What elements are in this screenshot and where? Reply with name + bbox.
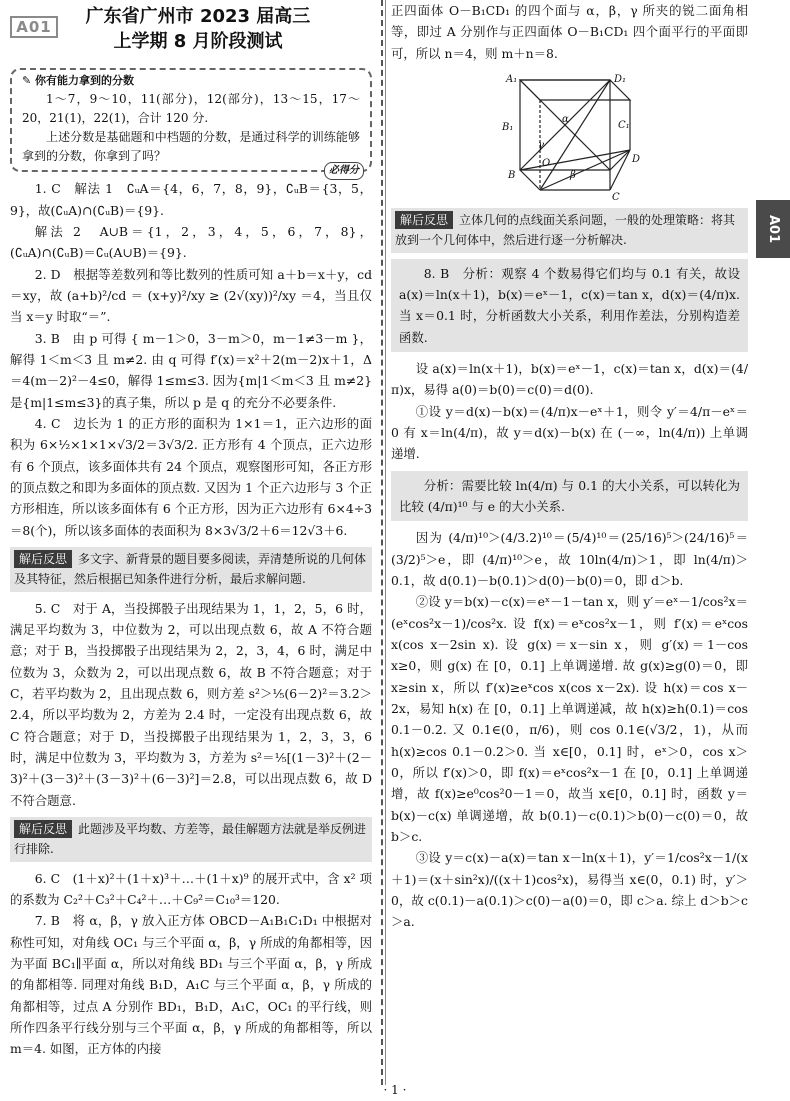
label-B: B [507, 169, 515, 181]
reflection-box-1 [10, 547, 372, 592]
label-D1: D₁ [613, 73, 626, 85]
answer-q7-continued: 正四面体 O－B₁CD₁ 的四个面与 α，β，γ 所夹的锐二面角相等，即过 A 分别作与正四面体 O－B₁CD₁ 四个面平行的平面即可，所以 n＝4，则 m＋n＝8. [391, 3, 748, 61]
reflection-tag: 解后反思 [14, 820, 72, 838]
answer-q4: 4. C 边长为 1 的正方形的面积为 1×1＝1，正六边形的面积为 6×½×1×1×√3/2＝3√3/2. 正方形有 4 个顶点，正六边形有 6 个顶点，该多面体共有 24 个顶点，观察图形可知，各正方形的顶点数之和即为多面体的顶点数. 又因为 1 个正六边形与 3 个正方形相连，所以该多面体有 6 个正方形，因为正六边形有 6×4÷3＝8(个)，所以该多面体的表面积为 8×3√3/2＋6＝12√3＋6. [10, 415, 372, 538]
reflection-text: 此题涉及平均数、方差等，最佳解题方法就是举反例进行排除. [14, 821, 367, 857]
label-D: D [631, 153, 640, 165]
label-A1: A₁ [505, 73, 517, 85]
reflection-box-3 [391, 208, 748, 253]
reflection-tag: 解后反思 [395, 211, 453, 229]
right-column [391, 0, 748, 933]
answer-q5: 5. C 对于 A，当投掷骰子出现结果为 1，1，2，5，6 时，满足平均数为 3，中位数为 2，可以出现点数 6，故 A 不符合题意；对于 B，当投掷骰子出现结果为 2，2，3，4，6 时，满足中位数为 3，众数为 2，可以出现点数 6，故 B 不符合题意；对于 C，若平均数为 2，且出现点数 6，则方差 s²＞⅕(6－2)²＝3.2＞2.4，所以平均数为 2，方差为 2.4 时，一定没有出现点数 6，故 C 符合题意；对于 D，当投掷骰子出现结果为 1，2，3，3，6 时，满足中位数为 3，平均数为 3，方差为 s²＝⅕[(1－3)²＋(2－3)²＋(3－3)²＋(3－3)²＋(6－3)²]＝2.8，可以出现点数 6，故 D 不符合题意. [10, 600, 372, 808]
answer-q1-method2: 解法 2 A∪B＝{1，2，3，4，5，6，7，8}，(∁ᵤA)∩(∁ᵤB)＝∁ᵤ(A∪B)＝{9}. [10, 224, 372, 261]
score-box [10, 68, 372, 177]
answer-q8-part3: 因为 (4/π)¹⁰＞(4/3.2)¹⁰＝(5/4)¹⁰＝(25/16)⁵＞(24/16)⁵＝(3/2)⁵＞e，即 (4/π)¹⁰＞e，故 10ln(4/π)＞1，即 ln(4/π)＞0.1，故 d(0.1)－b(0.1)＞d(0)－b(0)＝0，即 d＞b. [391, 530, 748, 589]
title-line-2: 上学期 8 月阶段测试 [113, 31, 283, 52]
reflection-text: 立体几何的点线面关系问题，一般的处理策略：将其放到一个几何体中，然后进行逐一分析解决. [395, 212, 736, 248]
cube-figure [500, 70, 640, 200]
reflection-box-2 [10, 817, 372, 862]
score-box-title: ✎ 你有能力拿到的分数 [22, 72, 360, 90]
answer-q7: 7. B 将 α，β，γ 放入正方体 OBCD－A₁B₁C₁D₁ 中根据对称性可知，对角线 OC₁ 与三个平面 α，β，γ 所成的角都相等，因为平面 BC₁∥平面 α，所以对角线 BD₁ 与三个平面 α，β，γ 所成的角都相等. 同理对角线 B₁D，A₁C 与三个平面 α，β，γ 所成的角都相等，过点 A 分别作 BD₁，B₁D，A₁C，OC₁ 的平行线，则所作四条平行线分别与三个平面 α，β，γ 所成的角都相等，所以 m＝4. 如图，正方体的内接 [10, 913, 372, 1057]
reflection-text: 多文字、新背景的题目要多阅读，弄清楚所说的几何体及其特征，然后根据已知条件进行分析，最后求解问题. [14, 551, 367, 587]
column-divider-line [385, 0, 386, 1085]
analysis-box-q8 [391, 259, 748, 352]
reflection-tag: 解后反思 [14, 550, 72, 568]
title-line-1: 广东省广州市 2023 届高三 [85, 6, 311, 27]
side-tab-label: A01 [756, 200, 790, 258]
header [10, 4, 372, 62]
score-box-line-1: 1～7，9～10，11(部分)，12(部分)，13～15，17～20，21(1)，22(1)，合计 120 分. [22, 91, 360, 125]
must-score-stamp: 必得分 [324, 162, 364, 180]
answer-q8-part1: 设 a(x)＝ln(x＋1)，b(x)＝eˣ－1，c(x)＝tan x，d(x)＝(4/π)x，易得 a(0)＝b(0)＝c(0)＝d(0). [391, 361, 748, 398]
answer-q6: 6. C (1＋x)²＋(1＋x)³＋…＋(1＋x)⁹ 的展开式中，含 x² 项的系数为 C₂²＋C₃²＋C₄²＋…＋C₉²＝C₁₀³＝120. [10, 870, 372, 908]
left-column [10, 0, 372, 1060]
answer-q8-part5: ③设 y＝c(x)－a(x)＝tan x－ln(x＋1)，y′＝1/cos²x－1/(x＋1)＝(x＋sin²x)/((x＋1)cos²x)，易得当 x∈(0，0.1) 时，y′＞0，故 c(0.1)－a(0.1)＞c(0)－a(0)＝0，即 c＞a. 综上 d＞b＞c＞a. [391, 850, 748, 930]
label-O: O [541, 157, 550, 169]
cube-edge [610, 150, 630, 190]
column-divider-dashed [381, 0, 383, 1085]
answer-q8-head: 8. B 分析：观察 4 个数易得它们均与 0.1 有关，故设 a(x)＝ln(x＋1)，b(x)＝eˣ－1，c(x)＝tan x，d(x)＝(4/π)x. 当 x＝0.1 时，分析函数大小关系，利用作差法，分别构造差函数. [399, 265, 740, 345]
answer-q2: 2. D 根据等差数列和等比数列的性质可知 a＋b＝x＋y，cd＝xy，故 (a+b)²/cd ＝ (x+y)²/xy ≥ (2√(xy))²/xy ＝4，当且仅当 x＝y 时取“＝”. [10, 266, 372, 325]
label-gamma: γ [537, 139, 544, 151]
analysis-box-ln [391, 471, 748, 522]
answer-q8-part2: ①设 y＝d(x)－b(x)＝(4/π)x－eˣ＋1，则令 y′＝4/π－eˣ＝0 有 x＝ln(4/π)，故 y＝d(x)－b(x) 在 (－∞，ln(4/π)) 上单调递增. [391, 403, 748, 462]
label-B1: B₁ [501, 121, 513, 133]
answer-q8-part4: ②设 y＝b(x)－c(x)＝eˣ－1－tan x，则 y′＝eˣ－1/cos²x＝(eˣcos²x－1)/cos²x. 设 f(x)＝eˣcos²x－1，则 f′(x)＝eˣcos x(cos x－2sin x). 设 g(x)＝x－sin x，则 g′(x)＝1－cos x≥0，则 g(x) 在 [0，0.1] 上单调递增. 故 g(x)≥g(0)＝0，即 x≥sin x，所以 f′(x)≥eˣcos x(cos x－2x). 设 h(x)＝cos x－2x，易知 h(x) 在 [0，0.1] 上单调递减，故 h(x)≥h(0.1)＝cos 0.1－0.2. 又 0.1∈(0，π/6)，则 cos 0.1∈(√3/2，1)，从而 h(x)≥cos 0.1－0.2＞0. 当 x∈[0，0.1] 时，eˣ＞0，cos x＞0，所以 f′(x)＞0，即 f(x)＝eˣcos²x－1 在 [0，0.1] 上单调递增，故 f(x)≥e⁰cos²0－1＝0，故当 x∈[0，0.1] 时，函数 y＝b(x)－c(x) 单调递增，故 b(0.1)－c(0.1)＞b(0)－c(0)＝0，故 b＞c. [391, 594, 748, 844]
cube-edge [520, 170, 540, 190]
page-title [68, 4, 328, 54]
score-box-line-2: 上述分数是基础题和中档题的分数，是通过科学的训练能够拿到的分数，你拿到了吗？ [22, 129, 360, 164]
analysis-ln-text: 分析：需要比较 ln(4/π) 与 0.1 的大小关系，可以转化为比较 (4/π)¹⁰ 与 e 的大小关系. [399, 477, 740, 515]
label-C1: C₁ [617, 119, 630, 131]
label-beta: β [569, 169, 576, 181]
answer-q3: 3. B 由 p 可得 { m－1＞0，3－m＞0，m－1≠3－m }，解得 1＜m＜3 且 m≠2. 由 q 可得 f′(x)＝x²＋2(m－2)x＋1，Δ＝4(m－2)²－4≤0，解得 1≤m≤3. 因为{m|1＜m＜3 且 m≠2}是{m|1≤m≤3}的真子集，所以 p 是 q 的充分不必要条件. [10, 330, 372, 410]
label-alpha: α [561, 113, 569, 125]
paper-code-badge: A01 [10, 16, 58, 38]
label-C: C [611, 191, 620, 200]
page-number: · 1 · [383, 1083, 407, 1097]
answer-q1-method1: 1. C 解法 1 ∁ᵤA＝{4，6，7，8，9}，∁ᵤB＝{3，5，9}，故(∁ᵤA)∩(∁ᵤB)＝{9}. [10, 181, 372, 218]
